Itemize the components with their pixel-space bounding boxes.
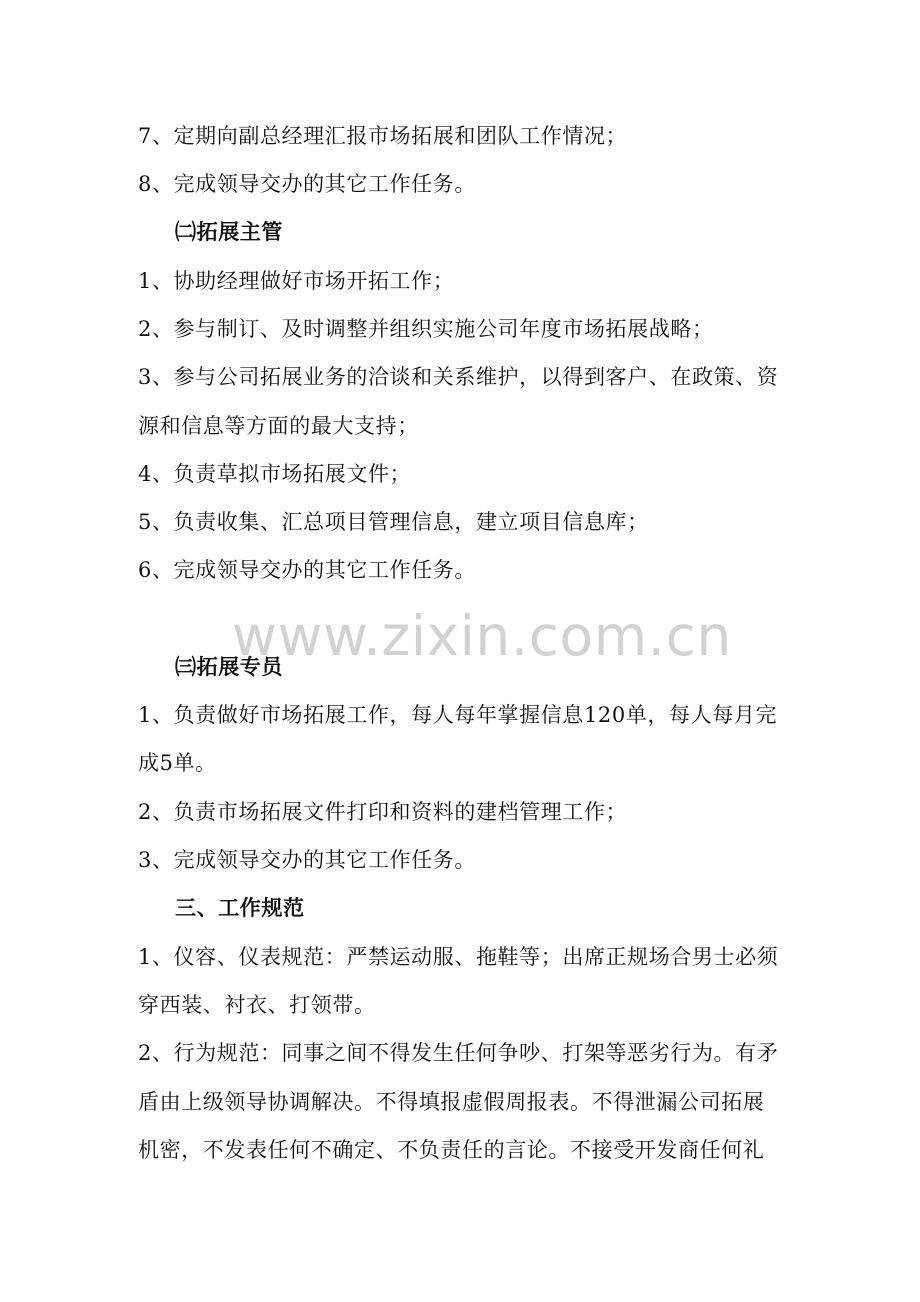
paragraph-line: 5、负责收集、汇总项目管理信息，建立项目信息库； (138, 510, 649, 534)
paragraph-line: 成5单。 (138, 751, 217, 775)
paragraph-line: 1、仪容、仪表规范：严禁运动服、拖鞋等；出席正规场合男士必须 (138, 945, 779, 969)
paragraph-line: 3、完成领导交办的其它工作任务。 (138, 848, 476, 872)
watermark: www.zixin.com.cn (232, 604, 732, 668)
paragraph-line: 8、完成领导交办的其它工作任务。 (138, 172, 476, 196)
paragraph-line: 穿西装、衬衣、打领带。 (138, 993, 376, 1017)
paragraph-line: 2、负责市场拓展文件打印和资料的建档管理工作； (138, 800, 628, 824)
paragraph-line: 4、负责草拟市场拓展文件； (138, 462, 412, 486)
paragraph-line: 机密，不发表任何不确定、不负责任的言论。不接受开发商任何礼 (138, 1138, 765, 1162)
section-heading: 三、工作规范 (175, 895, 305, 920)
paragraph-line: 2、参与制订、及时调整并组织实施公司年度市场拓展战略； (138, 317, 714, 341)
paragraph-line: 7、定期向副总经理汇报市场拓展和团队工作情况； (138, 124, 628, 148)
paragraph-line: 3、参与公司拓展业务的洽谈和关系维护，以得到客户、在政策、资 (138, 365, 779, 389)
paragraph-line: 2、行为规范：同事之间不得发生任何争吵、打架等恶劣行为。有矛 (138, 1041, 779, 1065)
section-heading: ㈡拓展主管 (175, 219, 283, 244)
paragraph-line: 盾由上级领导协调解决。不得填报虚假周报表。不得泄漏公司拓展 (138, 1090, 765, 1114)
section-heading: ㈢拓展专员 (175, 654, 283, 679)
paragraph-line: 源和信息等方面的最大支持； (138, 414, 419, 438)
paragraph-line: 1、负责做好市场拓展工作，每人每年掌握信息120单，每人每月完 (138, 703, 778, 727)
paragraph-line: 6、完成领导交办的其它工作任务。 (138, 558, 476, 582)
paragraph-line: 1、协助经理做好市场开拓工作； (138, 269, 455, 293)
